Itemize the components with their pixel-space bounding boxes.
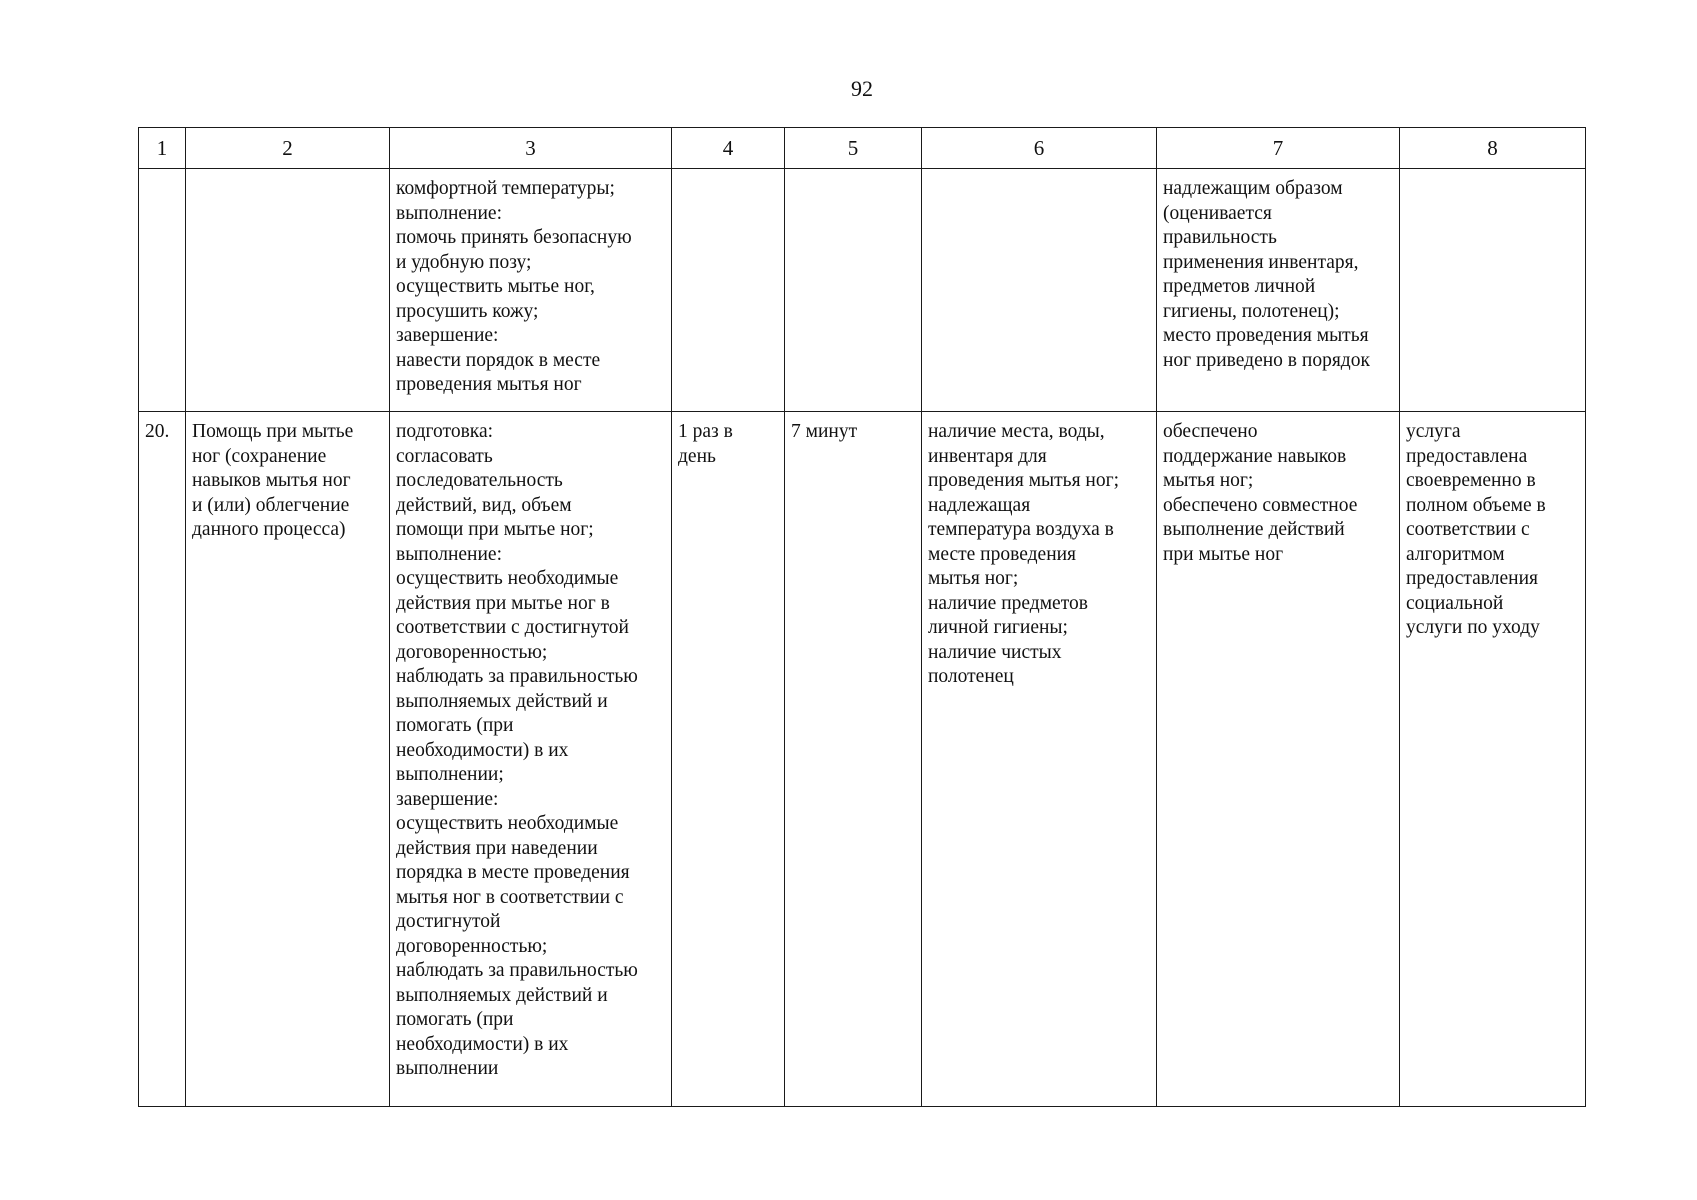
cell-line: достигнутой: [396, 911, 501, 932]
cell-line: своевременно в: [1406, 470, 1536, 491]
page-number: 92: [851, 76, 873, 101]
cell-line: наличие места, воды,: [928, 421, 1105, 442]
cell-line: предметов личной: [1163, 276, 1316, 297]
cell-line: день: [678, 445, 716, 467]
cell-line: личной гигиены;: [928, 617, 1068, 638]
cell-line: наличие предметов: [928, 592, 1088, 614]
cell-line: необходимости) в их: [396, 739, 569, 761]
column-header-2: 2: [186, 128, 390, 169]
cell-procedure: [390, 412, 672, 1107]
cell-line: алгоритмом: [1406, 543, 1505, 565]
cell-quality: [1157, 412, 1400, 1107]
cell-conditions: [922, 412, 1157, 1107]
cell-line: полном объеме в: [1406, 494, 1546, 516]
cell-line: действий, вид, объем: [396, 494, 572, 516]
cell-line: поддержание навыков: [1163, 445, 1347, 467]
cell-line: помогать (при: [396, 715, 514, 736]
cell-duration: [785, 412, 922, 1107]
cell-quality: [1157, 169, 1400, 412]
column-header-1: 1: [139, 128, 186, 169]
cell-line: предоставления: [1406, 568, 1538, 589]
cell-line: комфортной температуры;: [396, 178, 615, 199]
table-row-continued: [139, 169, 1586, 412]
cell-line: обеспечено совместное: [1163, 494, 1358, 516]
cell-frequency: [672, 169, 785, 412]
column-header-6: 6: [922, 128, 1157, 169]
cell-line: выполнение:: [396, 543, 503, 565]
cell-line: помочь принять безопасную: [396, 227, 632, 248]
column-header-7: 7: [1157, 128, 1400, 169]
cell-line: помогать (при: [396, 1009, 514, 1030]
cell-line: согласовать: [396, 445, 493, 467]
cell-number: 20.: [139, 412, 186, 1107]
cell-line: соответствии с: [1406, 519, 1530, 540]
cell-line: выполняемых действий и: [396, 690, 608, 712]
cell-line: мытья ног;: [1163, 470, 1254, 491]
table-header-row: [139, 128, 1586, 169]
cell-line: 1 раз в: [678, 421, 733, 442]
cell-line: наблюдать за правильностью: [396, 960, 638, 981]
cell-line: просушить кожу;: [396, 300, 539, 322]
cell-line: Помощь при мытье: [192, 421, 354, 442]
cell-procedure: [390, 169, 672, 412]
cell-line: ног приведено в порядок: [1163, 349, 1370, 371]
cell-line: социальной: [1406, 592, 1504, 614]
cell-line: помощи при мытье ног;: [396, 519, 594, 540]
cell-line: выполнении: [396, 1058, 499, 1079]
cell-duration: [785, 169, 922, 412]
column-header-8: 8: [1400, 128, 1586, 169]
cell-line: выполняемых действий и: [396, 984, 608, 1006]
cell-line: завершение:: [396, 788, 499, 810]
cell-line: 7 минут: [791, 421, 858, 442]
cell-line: договоренностью;: [396, 935, 548, 957]
cell-line: соответствии с достигнутой: [396, 617, 629, 638]
column-header-5: 5: [785, 128, 922, 169]
cell-line: наличие чистых: [928, 641, 1062, 663]
cell-line: проведения мытья ног: [396, 374, 582, 395]
cell-line: и (или) облегчение: [192, 494, 350, 516]
cell-line: данного процесса): [192, 519, 346, 540]
cell-service-name: [186, 412, 390, 1107]
cell-line: проведения мытья ног;: [928, 470, 1120, 491]
cell-line: услуга: [1406, 421, 1461, 442]
cell-line: гигиены, полотенец);: [1163, 300, 1340, 322]
services-table: [138, 127, 1586, 1107]
cell-line: действия при мытье ног в: [396, 592, 610, 614]
cell-line: надлежащая: [928, 494, 1031, 516]
cell-number: [139, 169, 186, 412]
cell-line: инвентаря для: [928, 445, 1047, 467]
cell-line: при мытье ног: [1163, 543, 1284, 565]
cell-line: последовательность: [396, 470, 563, 491]
cell-result: [1400, 412, 1586, 1107]
cell-service-name: [186, 169, 390, 412]
cell-line: правильность: [1163, 227, 1277, 248]
cell-line: необходимости) в их: [396, 1033, 569, 1055]
cell-line: полотенец: [928, 666, 1014, 687]
cell-line: осуществить необходимые: [396, 813, 619, 834]
cell-line: место проведения мытья: [1163, 325, 1369, 346]
cell-result: [1400, 169, 1586, 412]
cell-line: месте проведения: [928, 543, 1077, 565]
cell-line: навыков мытья ног: [192, 470, 351, 491]
cell-line: предоставлена: [1406, 445, 1528, 467]
column-header-4: 4: [672, 128, 785, 169]
cell-frequency: [672, 412, 785, 1107]
cell-line: подготовка:: [396, 421, 494, 442]
cell-line: завершение:: [396, 325, 499, 346]
cell-conditions: [922, 169, 1157, 412]
cell-line: выполнение действий: [1163, 519, 1345, 540]
cell-line: (оценивается: [1163, 202, 1272, 224]
cell-line: надлежащим образом: [1163, 178, 1343, 199]
cell-line: наблюдать за правильностью: [396, 666, 638, 687]
table-row-20: [139, 412, 1586, 1107]
cell-line: договоренностью;: [396, 641, 548, 663]
cell-line: мытья ног в соответствии с: [396, 886, 624, 908]
cell-line: температура воздуха в: [928, 519, 1114, 540]
cell-line: осуществить мытье ног,: [396, 276, 595, 297]
cell-line: мытья ног;: [928, 568, 1019, 589]
cell-line: выполнение:: [396, 202, 503, 224]
cell-line: навести порядок в месте: [396, 349, 601, 371]
cell-line: ног (сохранение: [192, 445, 327, 467]
cell-line: выполнении;: [396, 764, 504, 785]
cell-line: осуществить необходимые: [396, 568, 619, 589]
column-header-3: 3: [390, 128, 672, 169]
cell-line: порядка в месте проведения: [396, 862, 630, 883]
cell-line: и удобную позу;: [396, 251, 532, 273]
cell-line: услуги по уходу: [1406, 617, 1540, 638]
cell-line: действия при наведении: [396, 837, 598, 859]
cell-line: применения инвентаря,: [1163, 251, 1359, 273]
cell-line: обеспечено: [1163, 421, 1258, 442]
